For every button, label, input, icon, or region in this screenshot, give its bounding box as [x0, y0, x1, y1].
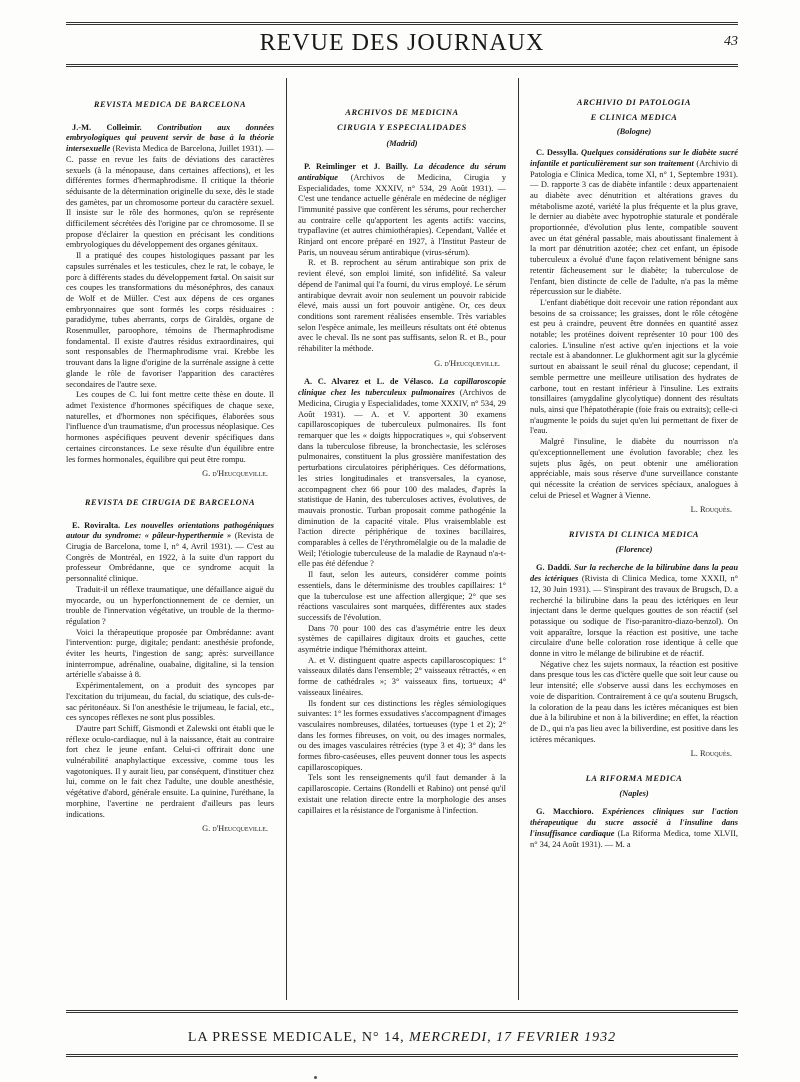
article-paragraph — [530, 807, 738, 850]
article-paragraph: Ils fondent sur ces distinctions les règles sémiologiques suivantes: 1° les formes exsudatives s'accompagnent d'images vasculaires nombreuses, dilatées, tortueuses (type 1 et 2); 2° dans les formes fibreuses, on voit, ou des images normales, ou des images vasculaires rétrécies (type 3 et 4); 3° dans les formes fibro-caséeuses, elles peuvent donner tous les aspects capillaroscopiques. — [298, 698, 506, 772]
page-number: 43 — [724, 34, 738, 49]
article-author: P. Reimlinger et J. Bailly. — [304, 162, 409, 172]
page-footer — [66, 1030, 738, 1046]
article-signature: G. d'Heucqueville. — [202, 824, 268, 834]
article-paragraph: Les coupes de C. lui font mettre cette thèse en doute. Il admet l'existence d'hormones spécifiques de chaque sexe, naturelles, et d'hormones non spécifiques, élaborées sous l'influence d'un traumatisme, d'un processus néoplasique. Ces hormones aspécifiques peuvent devenir spécifiques dans certaines circonstances. Le sexe résulte d'un équilibre entre les formes hormonales, équilibre qui peut être rompu. — [66, 390, 274, 464]
section-location: (Bologne) — [616, 127, 652, 137]
article-paragraph: D'autre part Schiff, Gismondi et Zalewski ont établi que le réflexe oculo-cardiaque, nul à la naissance, était au contraire fort chez le jeune enfant. Celui-ci offrirait donc une vulnérabilité anaphylactique excessive, comme tous les vagotoniques. Il y aurait lieu, par conséquent, d'instituer chez lui, comme on le fait chez l'adulte, une double anesthésie, végétative d'abord, générale ensuite. La quinine, l'uréthane, la morphine, l'avertine ne perdraient d'ailleurs pas leurs indications. — [66, 723, 274, 819]
article-title: La décadence du sérum antirabique — [298, 162, 506, 182]
article — [530, 563, 738, 760]
article-signature: G. d'Heucqueville. — [202, 469, 268, 479]
top-double-rule — [66, 22, 738, 25]
section-title: RIVISTA DI CLINICA MEDICA — [568, 530, 700, 540]
article-text: (Rivista di Clinica Medica, tome XXXII, n° 12, 30 Juin 1931). — S'inspirant des travaux de Brugsch, D. a recherché la bilirubine dans la peau des ictériques en leur injectant dans le derme quelques gouttes de son réactif (sel potassique ou sodique de l'iso-paranitro-diazo-benzol). On voit apparaître, lorsque la réaction est positive, une tache circulaire d'une belle coloration rose identique à celle que donne in vitro le mélange de bilirubine et de réactif. — [530, 574, 738, 659]
section-title: REVISTA MEDICA DE BARCELONA — [93, 100, 247, 109]
article-title: Contribution aux données embryologiques qui peuvent servir de base à la théorie intersexuelle — [66, 122, 274, 154]
section-title: REVISTA DE CIRUGIA DE BARCELONA — [84, 497, 256, 507]
article-paragraph: Dans 70 pour 100 des cas d'asymétrie entre les deux systèmes de capillaires digitaux droits et gauches, cette asymétrie indique l'hémithorax atteint. — [298, 623, 506, 655]
article-title: Quelques considérations sur le diabète sucré infantile et particulièrement sur son traitement — [530, 148, 738, 168]
section-title: ARCHIVIO DI PATOLOGIA — [576, 98, 692, 107]
section-title-line-2: E CLINICA MEDICA — [590, 112, 678, 122]
article-columns — [66, 82, 738, 1002]
journal-section-title: REVUE DES JOURNAUX — [259, 30, 545, 56]
article-author: J.-M. Colleimir. — [72, 122, 142, 132]
article-paragraph: Voici la thérapeutique proposée par Ombrédanne: avant l'intervention: purge, digitale; pendant: anesthésie profonde, éviter les heurts, l'ingestion de sang; après: surveillance ininterrompue, adrénaline, ouabaïne, digitaline, si la tension artérielle s'abaisse à 8. — [66, 627, 274, 680]
article — [298, 162, 506, 369]
article-title: Les nouvelles orientations pathogéniques autour du syndrome: « pâleur-hyperthermie » — [66, 520, 274, 541]
article-signature: L. Rouquès. — [690, 749, 732, 759]
article-author: G. Macchioro. — [536, 807, 594, 817]
article-paragraph: L'enfant diabétique doit recevoir une ration répondant aux besoins de sa croissance; les graisses, dont le rôle cétogène est peu à craindre, peuvent être données en quantité assez notable; les protéines doivent représenter 10 pour 100 des calories. L'insuline n'est active qu'en injections et la voie rectale est à abandonner. Le glukhorment agit sur la glycémie surtout en abaissant le seuil rénal du glucose; cependant, il semble permettre une meilleure utilisation des hydrates de carbone, tout en restant inférieur à l'insuline. Les extraits tonsillaires (amygdaline glycolytique) donnent des résultats nuls, ainsi que l'hépatothérapie (foie frais ou extraits); celle-ci n'augmente le poids du sujet qu'en lui permettant de fixer de l'eau. — [530, 297, 738, 436]
article-paragraph: Malgré l'insuline, le diabète du nourrisson n'a qu'exceptionnellement une évolution favorable; chez les sujets plus âgés, on peut obtenir une amélioration appréciable, mais sous réserve d'une surveillance constante qui nécessite la création de services spéciaux, analogues à celui de Priesel et Wagner à Vienne. — [530, 437, 738, 500]
article-author: A. C. Alvarez et L. de Vélasco. — [304, 377, 434, 387]
print-speck — [314, 1076, 317, 1079]
section-title: LA RIFORMA MEDICA — [585, 774, 683, 784]
article-paragraph: Il faut, selon les auteurs, considérer comme points essentiels, dans le déterminisme des troubles capillaires: 1° que la tuberculose est une affection allergique; 2° que ses réactions vasculaires sont marquées, différentes aux stades successifs de l'évolution. — [298, 570, 506, 622]
article-text: (La Riforma Medica, tome XLVII, n° 34, 24 Août 1931). — M. a — [530, 828, 738, 849]
footer-bottom-rule — [66, 1054, 738, 1057]
footer-top-rule — [66, 1010, 738, 1013]
article — [66, 123, 274, 480]
article-title: Sur la recherche de la bilirubine dans la peau des ictériques — [530, 563, 738, 584]
header-bottom-rule — [66, 64, 738, 67]
article-text: (Archivos de Medicina, Cirugia y Especialidades, tome XXXIV, n° 534, 29 Août 1931). — A. et V. apportent 30 examens capillaroscopiques de tuberculeux pulmonaires. Ils font remarquer que les « doigts hippocratiques », qui s'observent dans la tuberculose fibreuse, la bronchectasie, les scléroses pulmonaires, constituent la plus grossière manifestation des perturbations circulatoires périphériques. Ces déformations, les stries longitudinales et transversales, la cyanose, accompagnent chez 66 pour 100 des malades, d'après la statistique de Hanin, des tuberculoses actives, évolutives, de mauvais pronostic. Turban proposait comme pathogénie la diminution de la capacité vitale. Plus vraisemblable est l'action directe périphérique de toxines bacillaires, comparables à celles de l'érythromélalgie ou de la maladie de Weil; l'étiologie tuberculeuse de la maladie de Raynaud n'a-t-elle pas été défendue ? — [298, 388, 506, 569]
article-text: (Revista Medica de Barcelona, Juillet 1931). — C. passe en revue les faits de déviations des caractères sexuels (à la ménopause, dans certaines affections), et les différentes formes d'hermaphrodisme. Il critique la théorie séduisante de la détermination originelle du sexe, dès le stade des gamètes, par un chromosome porteur du caractère sexuel. Il insiste sur le rôle des hormones, qu'on se représente difficilement sécrétées dès l'origine par ce chromosome. Il se propose d'éclairer la question en précisant les conditions embryologiques du développement des organes génitaux. — [66, 144, 274, 250]
article — [530, 807, 738, 850]
article-paragraph: Tels sont les renseignements qu'il faut demander à la capillaroscopie. Certains (Rondelli et Rabino) ont pensé qu'il existait une relation directe entre la morphologie des anses capillaires et la résistance de l'organisme à l'infection. — [298, 773, 506, 815]
article-paragraph: A. et V. distinguent quatre aspects capillaroscopiques: 1° vaisseaux dilatés dans l'ensemble; 2° vaisseaux rétractés, « en forme de cathédrales »; 3° vaisseaux fins, tortueux; 4° vaisseaux linéaires. — [298, 655, 506, 697]
article-paragraph — [298, 377, 506, 570]
article-paragraph — [66, 521, 274, 585]
article-signature: L. Rouquès. — [690, 505, 732, 515]
article-text: (Revista de Cirugia de Barcelona, tome I, n° 4, Avril 1931). — C'est au Congrès de Montréal, en 1922, à la suite d'un rapport du professeur Ombrédanne, que ce syndrome acquit la personnalité clinique. — [66, 531, 274, 584]
column-2 — [298, 82, 506, 1002]
section-title: ARCHIVOS DE MEDICINA — [345, 108, 459, 117]
section-location: (Florence) — [615, 544, 653, 554]
article-author: C. Dessylla. — [536, 148, 579, 158]
section-title-line-2: CIRUGIA Y ESPECIALIDADES — [337, 122, 467, 132]
article-title: La capillaroscopie clinique chez les tuberculeux pulmonaires — [298, 377, 506, 398]
article-signature: G. d'Heucqueville. — [434, 358, 500, 368]
article-author: E. Roviralta. — [72, 520, 121, 530]
footer-journal: LA PRESSE MEDICALE, N° 14, — [187, 1030, 405, 1045]
article-text: (Archivio di Patologia e Clinica Medica, tome XI, n° 1, Septembre 1931). — D. rapporte 3 cas de diabète infantile : deux appartenaient au diabète avec dénutrition et altérations graves du métabolisme azoté, variété la plus fréquente et la plus grave, le dernier au diabète avec hypotrophie staturale et pondérale proportionnée, d'évolution plus lente, compatible souvent avec un état général passable, mais aboutissant finalement à la mort par dénutrition azotée; chez cet enfant, un épisode tuberculeux a évolué d'une façon relativement bénigne sans retentir fâcheusement sur le diabète; la tuberculose de l'enfant, bien distincte de celle de l'adulte, n'a pas la même répercussion sur le diabète. — [530, 158, 738, 297]
section-location: (Madrid) — [386, 139, 418, 149]
article — [66, 521, 274, 835]
section-location: (Naples) — [619, 788, 649, 798]
article-author: G. Daddi. — [536, 563, 572, 573]
article-text: (Archivos de Medicina, Cirugia y Especialidades, tome XXXIV, n° 534, 29 Août 1931). — C'est une tendance actuelle générale en médecine de négliger l'immunité passive que confèrent les sérums, pour rechercher au contraire celle qu'apportent les agents actifs: vaccins, trypaflavine (et autres chimiothérapies). Cependant, Vallée et Rinjard ont encore préparé en 1927, à l'Institut Pasteur de Paris, un nouveau sérum antirabique (virus-sérum). — [298, 172, 506, 257]
article-paragraph: Expérimentalement, on a produit des syncopes par l'excitation du trijumeau, du facial, du sciatique, des culs-de-sac péritonéaux. Si l'on anesthésie le trijumeau, le facial, etc., ces syncopes réflexes ne sont plus possibles. — [66, 681, 274, 723]
article-paragraph: R. et B. reprochent au sérum antirabique son prix de revient élevé, son emploi limité, son infidélité. Sa valeur dépend de l'animal qui l'a fourni, du virus employé. Le sérum antirabique devrait avoir non seulement un pouvoir rabicide élevé, mais aussi un fort pouvoir antigène. Or, ces deux conditions sont rarement réalisées ensemble. Très variables selon l'espèce animale, les meilleurs résultats ont été obtenus avec le cheval. Ils ne sont pas suffisants, selon R. et B., pour réhabiliter la méthode. — [298, 258, 506, 354]
article — [530, 148, 738, 516]
article-title: Expériences cliniques sur l'action thérapeutique du sucre associé à l'insuline dans l'insuffisance cardiaque — [530, 807, 738, 838]
article-paragraph — [298, 162, 506, 258]
column-1 — [66, 82, 274, 1002]
page-header — [66, 30, 738, 60]
article-paragraph — [66, 123, 274, 251]
article-paragraph: Traduit-il un réflexe traumatique, une défaillance aiguë du myocarde, ou un hyperfonctionnement de ce dernier, un trouble de l'innervation végétative, un trouble de la thermo-régulation ? — [66, 584, 274, 626]
column-3 — [530, 82, 738, 1002]
article-paragraph: Négative chez les sujets normaux, la réaction est positive dans presque tous les cas d'ictère quelle que soit leur cause ou leur intensité; elle s'observe aussi dans les ecchymoses en voie de disparition. Contrairement à ce qu'a soutenu Brugsch, la coloration de la peau dans les ictères mécaniques est bien due à la bilirubine et non à la biliverdine; en effet, la réaction de D., qui n'a pas lieu avec la biliverdine, est positive dans les ictères mécaniques. — [530, 659, 738, 744]
article-paragraph — [530, 563, 738, 659]
footer-date: MERCREDI, 17 FEVRIER 1932 — [409, 1030, 617, 1045]
article-paragraph: Il a pratiqué des coupes histologiques passant par les capsules surrénales et les testicules, chez le rat, le cobaye, le porc à différents stades du développement fœtal. On saisit sur ces coupes les transformations du mésonéphros, des canaux de Wolf et de Müller. C'est aux dépens de ces organes embryonnaires que sont formés les corps résiduaires : paradidyme, tubes aberrants, corps de Giraldès, organe de Rosenmuller, paroophore, témoins de l'hermaphrodisme fondamental. Il existe d'autres résidus extraordinaires, qui sont responsables de l'hermaphrodisme vrai. Krebbe les trouvant dans la ligne d'origine de la surrénale assigne à cette glande le rôle de favoriser l'apparition des caractères secondaires de l'autre sexe. — [66, 251, 274, 389]
article-paragraph — [530, 148, 738, 298]
article — [298, 377, 506, 816]
